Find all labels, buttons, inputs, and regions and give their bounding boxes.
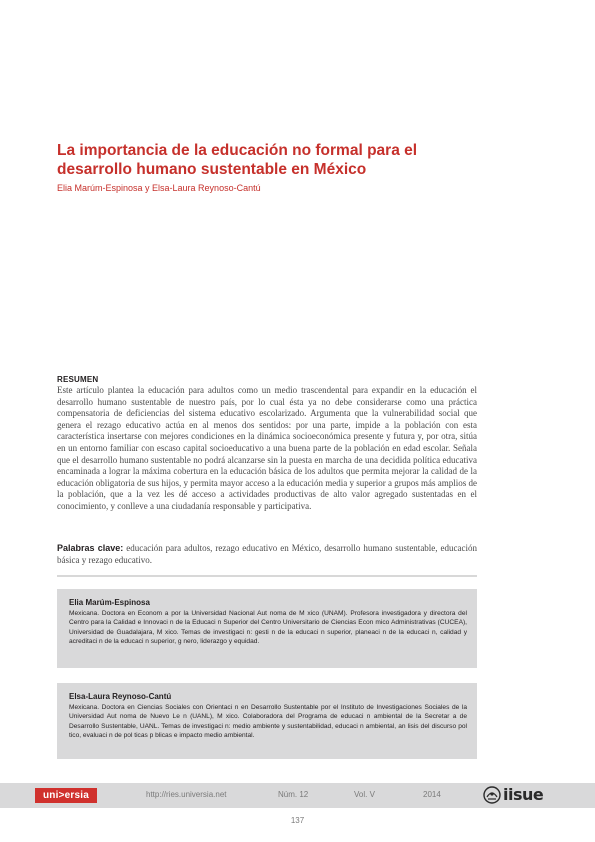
keywords-text: educación para adultos, rezago educativo en México, desarrollo humano sustentable, educación básica y rezago educativo. <box>57 543 477 565</box>
publication-year: 2014 <box>423 790 441 799</box>
keywords <box>57 543 477 566</box>
volume-number: Vol. V <box>354 790 375 799</box>
unam-seal-icon <box>483 786 501 804</box>
journal-url-link[interactable]: http://ries.universia.net <box>146 790 227 799</box>
abstract-body: Este artículo plantea la educación para adultos como un medio trascendental para expandir en la educación el desarrollo humano sustentable de nuestro país, por lo cual ésta ya no debe considerarse como una práctica compensatoria de deficiencias del sistema educativo escolarizado. Argumenta que la vulnerabilidad social que genera el rezago educativo actúa en al menos dos sentidos: por una parte, impide a la población con esta característica insertarse con mejores condiciones en la dinámica socioeconómica presente y futura y, por otra, sitúa en un entorno familiar con escaso capital socioeducativo a una buena parte de la población en edad escolar. Señala que el desarrollo humano sustentable no podrá alcanzarse sin la puesta en marcha de una decidida política educativa encaminada a lograr la máxima cobertura en la educación básica de los adultos que permita mejorar la calidad de la educación obligatoria de sus hijos, y permita mayor acceso a la educación media y superior a grupos más amplios de la población, que a la vez les dé acceso a actividades productivas de alto valor agregado sustentadas en el conocimiento, y conlleve a una ciudadanía responsable y participativa. <box>57 385 477 511</box>
keywords-label: Palabras clave: <box>57 543 124 553</box>
iisue-logo: iisue <box>503 785 544 804</box>
author-bio-box <box>57 683 477 759</box>
abstract-heading: RESUMEN <box>57 375 99 384</box>
bio-author-text: Mexicana. Doctora en Ciencias Sociales con Orientaci n en Desarrollo Sustentable por el Instituto de Investigaciones Sociales de la Universidad Aut noma de Nuevo Le n (UANL), M xico. Colaboradora del Programa de educaci n ambiental de la Secretar a de Desarrollo Sustentable, UANL. Temas de investigaci n: medio ambiente y sustentabilidad, educaci n ambiental, an lisis del discurso pol tico, evaluaci n de pol ticas p blicas e impacto medio ambiental. <box>69 704 467 739</box>
bio-author-name: Elsa-Laura Reynoso-Cantú <box>69 692 172 701</box>
bio-author-name: Elia Marúm-Espinosa <box>69 598 150 607</box>
article-title: La importancia de la educación no formal para el desarrollo humano sustentable en México <box>57 142 418 178</box>
author-bio-box <box>57 589 477 668</box>
bio-author-text: Mexicana. Doctora en Econom a por la Universidad Nacional Aut noma de M xico (UNAM). Profesora investigadora y directora del Centro para la Calidad e Innovaci n de la Educaci n Superior del Centro Universitario de Ciencias Econ mico Administrativas (CUCEA), Universidad de Guadalajara, M xico. Temas de investigaci n: gesti n de la educaci n superior, planeaci n de la educaci n, calidad y acreditaci n de la educaci n superior, g nero, liderazgo y equidad. <box>69 610 467 645</box>
page-number: 137 <box>290 816 305 825</box>
section-divider <box>57 575 477 577</box>
universia-logo[interactable]: uni>ersia <box>35 788 97 803</box>
article-authors: Elia Marúm-Espinosa y Elsa-Laura Reynoso-Cantú <box>57 183 261 193</box>
issue-number: Núm. 12 <box>278 790 309 799</box>
